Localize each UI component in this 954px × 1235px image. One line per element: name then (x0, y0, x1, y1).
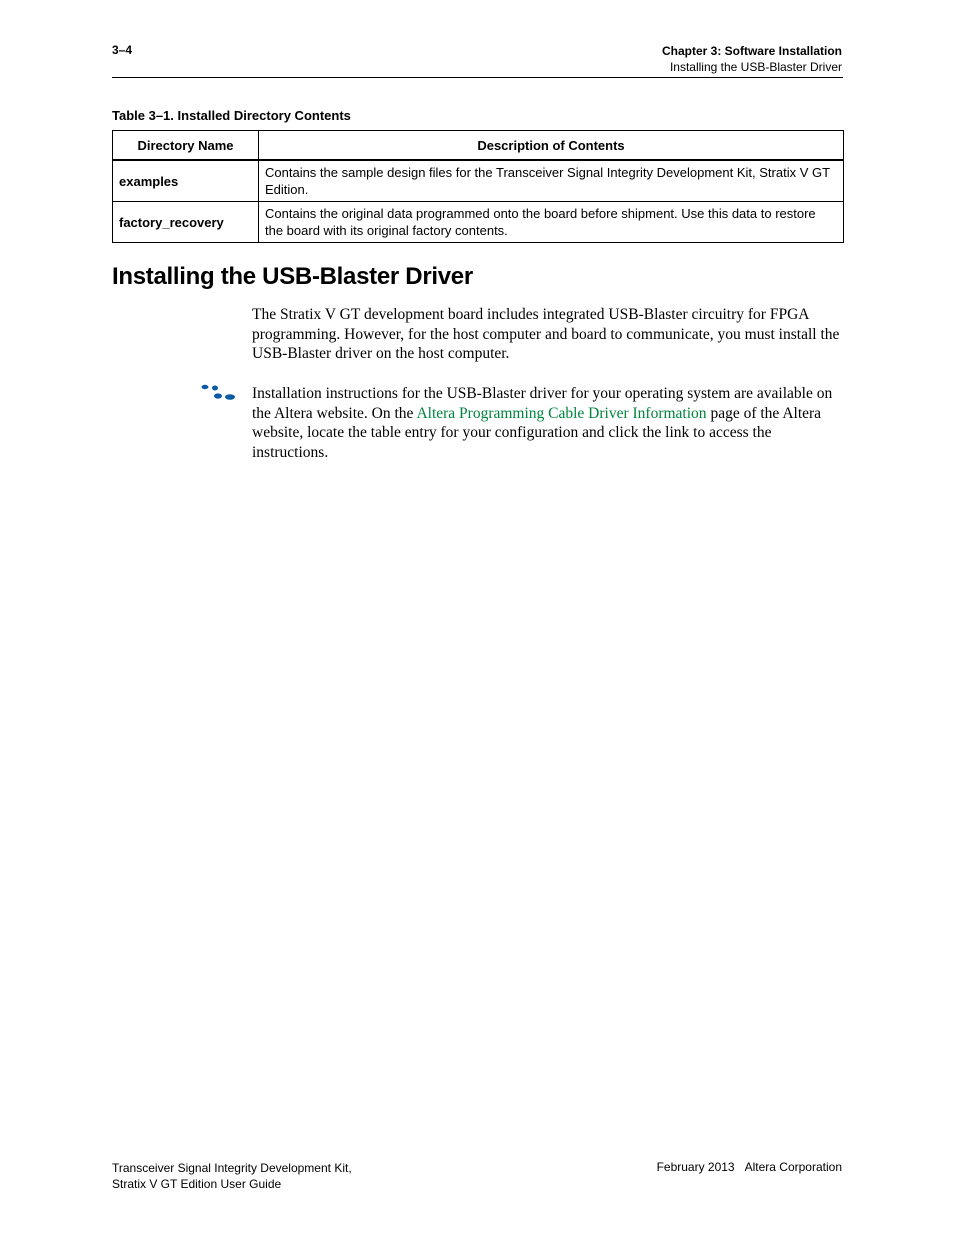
header-rule (112, 77, 843, 78)
table-row (113, 202, 844, 243)
section-heading: Installing the USB-Blaster Driver (112, 263, 473, 290)
table-header-row (113, 131, 844, 161)
section-paragraph: The Stratix V GT development board includes integrated USB-Blaster circuitry for FPGA programming. However, for the host computer and board to communicate, you must install the USB-Blaster driver on the host computer. (252, 306, 840, 362)
section-title-header: Installing the USB-Blaster Driver (669, 60, 842, 74)
description-cell: Contains the original data programmed onto the board before shipment. Use this data to restore the board with its original factory contents. (259, 202, 844, 243)
note-text-after: page of the Altera website, locate the table entry for your configuration and click the link to access the instructions. (252, 404, 822, 461)
cable-driver-link[interactable]: Altera Programming Cable Driver Information (416, 404, 707, 422)
footprints-icon (200, 384, 240, 404)
column-header-directory-name: Directory Name (113, 131, 259, 161)
chapter-title: Chapter 3: Software Installation (661, 44, 842, 58)
directory-name-cell: factory_recovery (113, 202, 259, 243)
footer-date: February 2013 (656, 1160, 735, 1174)
column-header-description: Description of Contents (259, 131, 844, 161)
footer-company: Altera Corporation (744, 1160, 842, 1174)
footer-meta (657, 1160, 842, 1174)
page-number: 3–4 (112, 43, 133, 57)
running-header (662, 43, 842, 75)
directory-name-cell: examples (113, 160, 259, 202)
footer-doc-title-line1: Transceiver Signal Integrity Development Kit, (112, 1161, 352, 1175)
note-text-before: Installation instructions for the USB-Blaster driver for your operating system are available on the Altera website. On the (252, 385, 833, 422)
table-row (113, 160, 844, 202)
footer-doc-title (112, 1160, 352, 1192)
note-paragraph (252, 384, 844, 462)
footer-doc-title-line2: Stratix V GT Edition User Guide (112, 1177, 282, 1191)
directory-table (112, 130, 844, 243)
table-caption: Table 3–1. Installed Directory Contents (112, 108, 351, 123)
description-cell: Contains the sample design files for the Transceiver Signal Integrity Development Kit, Stratix V GT Edition. (259, 160, 844, 202)
